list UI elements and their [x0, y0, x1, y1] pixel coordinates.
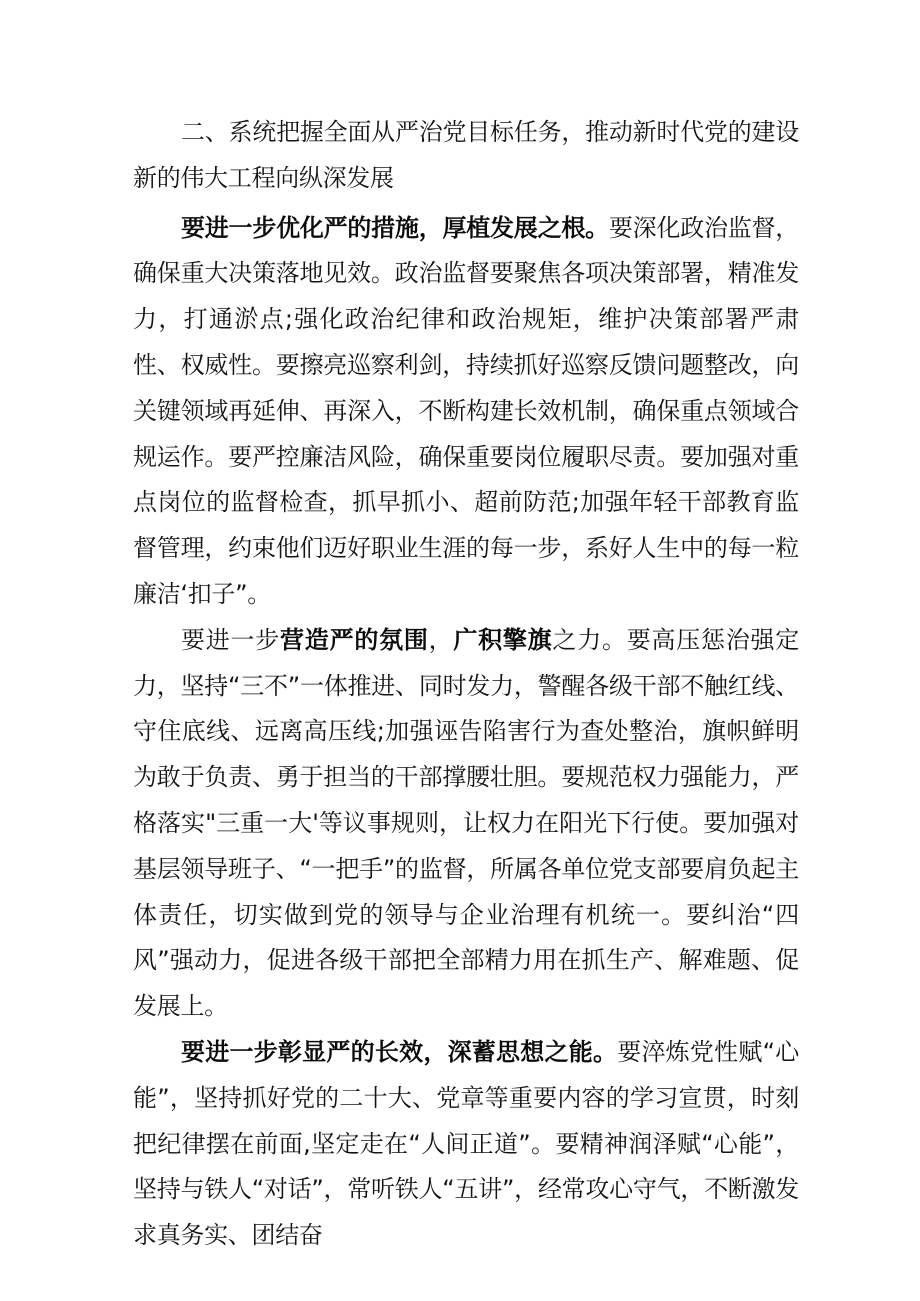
- paragraph-optimize-measures: [133, 206, 799, 618]
- section-heading: 二、系统把握全面从严治党目标任务，推动新时代党的建设新的伟大工程向纵深发展: [133, 118, 799, 192]
- paragraph-body: 之力。要高压惩治强定力，坚持“三不”一体推进、同时发力，警醒各级干部不触红线、守住底线、远离高压线;加强诬告陷害行为查处整治，旗帜鲜明为敢于负责、勇于担当的干部撑腰壮胆。要规范权力强能力，严格落实"三重一大'等议事规则，让权力在阳光下行使。要加强对基层领导班子、“一把手”的监督，所属各单位党支部要肩负起主体责任，切实做到党的领导与企业治理有机统一。要纠治“四风”强动力，促进各级干部把全部精力用在抓生产、解难题、促发展上。: [133, 625, 799, 1021]
- paragraph-long-effect: [133, 1030, 799, 1259]
- paragraph-separator: ，: [428, 625, 454, 654]
- paragraph-body: 要淬炼党性赋“心能”，坚持抓好党的二十大、党章等重要内容的学习宣贯，时刻把纪律摆在前面,坚定走在“人间正道”。要精神润泽赋“心能”，坚持与铁人“对话”，常听铁人“五讲”，经常攻心守气，不断激发求真务实、团结奋: [133, 1037, 799, 1250]
- paragraph-lead-secondary: 广积擎旗: [453, 625, 553, 654]
- paragraph-lead: 营造严的氛围: [280, 625, 429, 654]
- paragraph-prefix: 要进一步: [181, 625, 281, 654]
- document-page: [133, 110, 799, 1259]
- paragraph-body: 要深化政治监督，确保重大决策落地见效。政治监督要聚焦各项决策部署，精准发力，打通淤点;强化政治纪律和政治规矩，维护决策部署严肃性、权威性。要擦亮巡察利剑，持续抓好巡察反馈问题整改，向关键领域再延伸、再深入，不断构建长效机制，确保重点领域合规运作。要严控廉洁风险，确保重要岗位履职尽责。要加强对重点岗位的监督检查，抓早抓小、超前防范;加强年轻干部教育监督管理，约束他们迈好职业生涯的每一步，系好人生中的每一粒廉洁‘扣子”。: [133, 213, 799, 608]
- paragraph-lead: 要进一步优化严的措施，厚植发展之根。: [181, 213, 609, 242]
- paragraph-lead: 要进一步彰显严的长效，深蓄思想之能。: [181, 1037, 618, 1066]
- paragraph-create-atmosphere: [133, 618, 799, 1030]
